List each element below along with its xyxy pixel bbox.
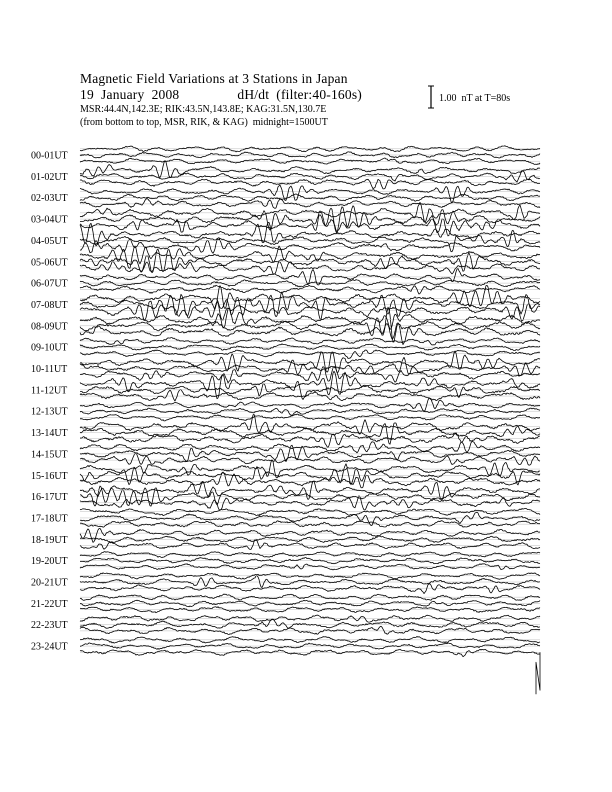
hour-label: 12-13UT <box>31 406 68 418</box>
hour-row <box>31 398 540 421</box>
hour-row <box>31 269 540 295</box>
hour-label: 04-05UT <box>31 235 68 247</box>
trace-msr <box>80 453 540 465</box>
trace-kag <box>80 338 540 345</box>
chart-title: Magnetic Field Variations at 3 Stations in Japan <box>80 71 348 86</box>
trace-rik <box>80 408 540 415</box>
hour-row <box>31 636 540 656</box>
trace-msr <box>80 285 540 294</box>
trace-msr <box>80 584 540 594</box>
trace-msr <box>80 350 540 359</box>
hour-label: 21-22UT <box>31 598 68 610</box>
hour-label: 19-20UT <box>31 556 68 568</box>
hour-row <box>31 371 540 401</box>
hour-row <box>31 481 540 510</box>
hour-label: 14-15UT <box>31 449 68 461</box>
hour-label: 13-14UT <box>31 428 68 440</box>
trace-msr <box>80 198 540 208</box>
trace-rik <box>80 307 540 342</box>
trace-kag <box>80 442 540 453</box>
trace-rik <box>80 512 540 525</box>
station-coordinates: MSR:44.4N,142.3E; RIK:43.5N,143.8E; KAG:31.5N,130.7E <box>80 104 327 115</box>
date-text: 19 January 2008 <box>80 87 180 102</box>
hour-label: 10-11UT <box>31 364 68 375</box>
hour-label: 09-10UT <box>31 342 68 354</box>
trace-rik <box>80 357 540 375</box>
hour-row <box>31 460 540 488</box>
trace-msr <box>80 432 540 447</box>
trace-rik <box>80 381 540 399</box>
hour-label: 20-21UT <box>31 577 68 589</box>
trace-kag <box>80 308 540 329</box>
trace-msr <box>80 539 540 549</box>
hour-row <box>31 246 540 274</box>
trace-rik <box>80 293 540 320</box>
hour-row <box>31 351 540 383</box>
trace-rik <box>80 576 540 588</box>
hour-row <box>31 442 540 466</box>
trace-tail <box>536 652 540 694</box>
hour-label: 00-01UT <box>31 150 68 162</box>
station-order-note: (from bottom to top, MSR, RIK, & KAG) midnight=1500UT <box>80 117 328 128</box>
scale-label: 1.00 nT at T=80s <box>439 93 511 104</box>
trace-rik <box>80 249 540 273</box>
trace-msr <box>80 626 540 634</box>
hour-label: 01-02UT <box>31 171 68 183</box>
trace-msr <box>80 179 540 189</box>
hour-label: 06-07UT <box>31 278 68 290</box>
hour-row <box>31 161 540 189</box>
trace-tail-line <box>536 652 540 694</box>
trace-msr <box>80 390 540 402</box>
hour-label: 07-08UT <box>31 299 68 311</box>
hour-row <box>31 222 540 253</box>
hour-label: 02-03UT <box>31 193 68 205</box>
hour-label: 23-24UT <box>31 641 68 653</box>
hour-row <box>31 202 540 236</box>
hour-rows <box>31 146 540 657</box>
hour-row <box>31 285 540 321</box>
hour-row <box>31 185 540 208</box>
hour-label: 03-04UT <box>31 214 68 226</box>
hour-label: 11-12UT <box>31 385 68 397</box>
hour-label: 18-19UT <box>31 534 68 546</box>
trace-msr <box>80 649 540 656</box>
trace-rik <box>80 206 540 233</box>
hour-row <box>31 594 540 613</box>
hour-row <box>31 146 540 165</box>
hour-label: 15-16UT <box>31 470 68 482</box>
hour-row <box>31 528 540 549</box>
hour-row <box>31 615 540 634</box>
trace-kag <box>80 161 540 178</box>
scale-bar <box>428 86 434 108</box>
hour-row <box>31 414 540 447</box>
hour-row <box>31 508 540 527</box>
hour-label: 16-17UT <box>31 492 68 504</box>
hour-label: 08-09UT <box>31 321 68 333</box>
hour-label: 05-06UT <box>31 257 68 269</box>
hour-row <box>31 338 540 359</box>
quantity-text: dH/dt (filter:40-160s) <box>237 87 362 102</box>
hour-row <box>31 552 540 570</box>
hour-label: 22-23UT <box>31 620 68 632</box>
trace-msr <box>80 472 540 488</box>
trace-msr <box>80 323 540 345</box>
hour-label: 17-18UT <box>31 513 68 525</box>
hour-row <box>31 573 540 594</box>
